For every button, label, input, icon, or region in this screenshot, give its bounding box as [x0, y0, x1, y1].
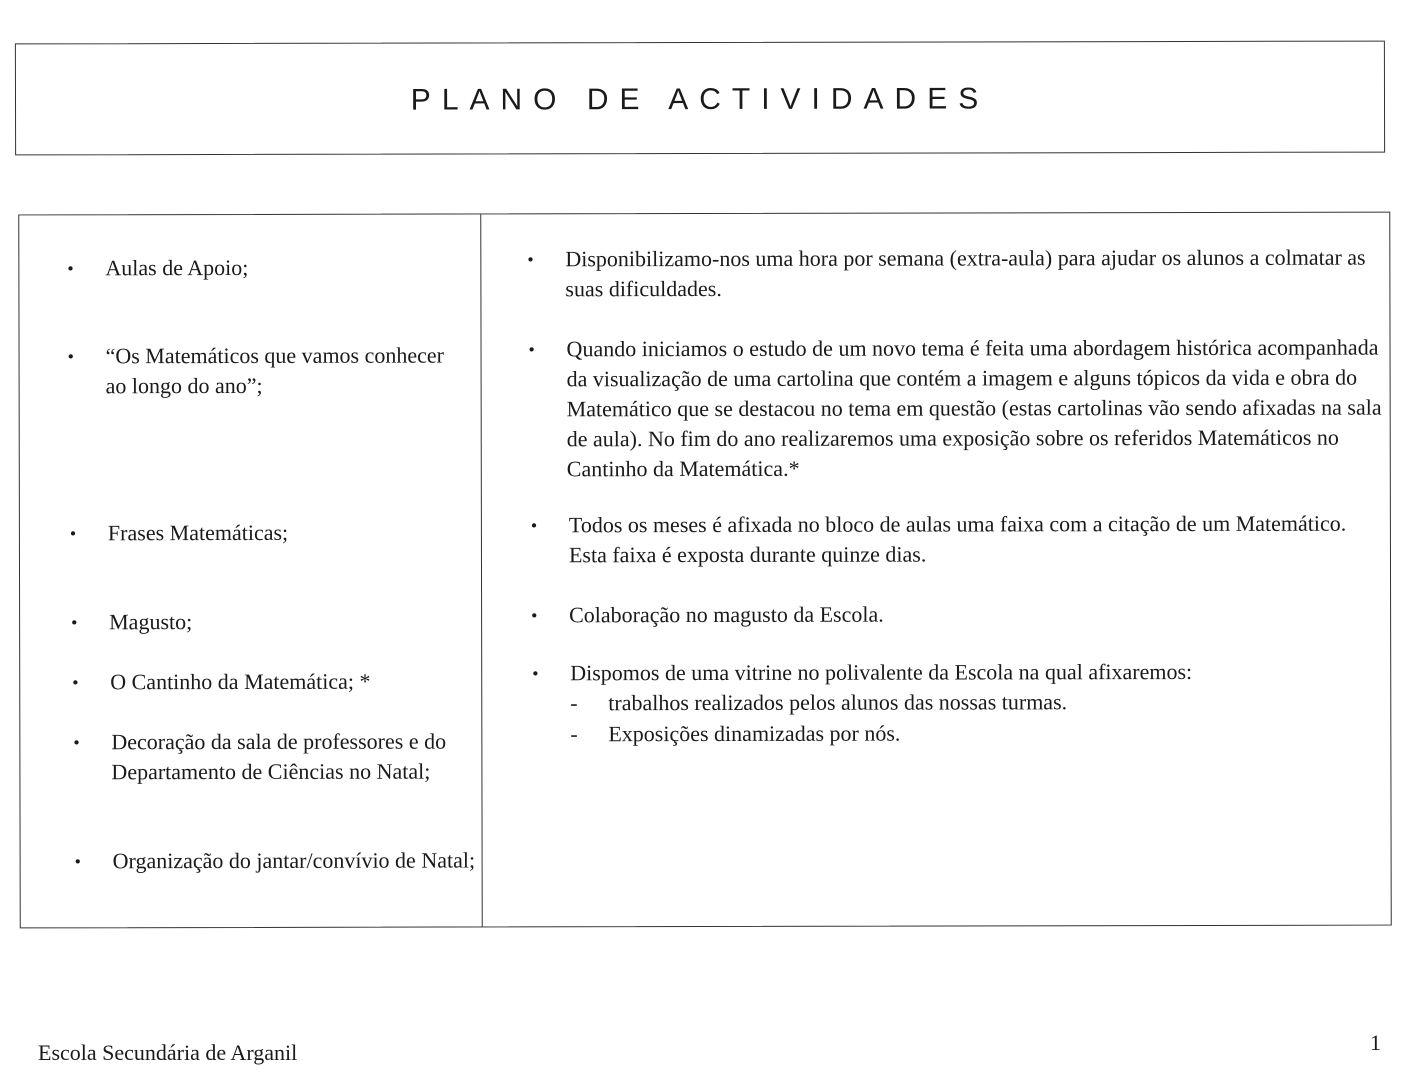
column-divider: [480, 214, 482, 926]
bullet-icon: •: [530, 515, 538, 536]
bullet-icon: •: [531, 605, 538, 626]
activity-label: Magusto;: [109, 609, 193, 635]
activity-description: Dispomos de uma vitrine no polivalente da Escola na qual afixaremos:: [570, 658, 1193, 686]
bullet-icon: •: [532, 663, 539, 684]
activity-description: Todos os meses é afixada no bloco de aulas uma faixa com a citação de um Matemático. Esta faixa é exposta durante quinze dias.: [568, 510, 1347, 568]
dash-marker: -: [570, 721, 578, 747]
footer-school-name: Escola Secundária de Arganil: [38, 1040, 298, 1065]
activity-description: Quando iniciamos o estudo de um novo tema é feita uma abordagem histórica acompanhada da visualização de uma cartolina que contém a imagem e alguns tópicos da vida e obra do Matemático que se destacou no tema em questão (estas cartolinas vão sendo afixadas na sala de aula). No fim do ano realizaremos uma exposição sobre os referidos Matemáticos no Cantinho da Matemática.*: [566, 334, 1382, 482]
activity-label: O Cantinho da Matemática; *: [110, 668, 371, 695]
activity-description: Disponibilizamo-nos uma hora por semana (extra-aula) para ajudar os alunos a colmatar as suas dificuldades.: [565, 244, 1366, 302]
title-box: [15, 41, 1385, 156]
bullet-icon: •: [528, 339, 535, 360]
vitrine-item-text: Exposições dinamizadas por nós.: [608, 720, 901, 747]
bullet-icon: •: [74, 851, 81, 872]
bullet-icon: •: [72, 672, 79, 693]
bullet-icon: •: [67, 258, 74, 279]
activity-label: Aulas de Apoio;: [105, 254, 249, 281]
activity-label: “Os Matemáticos que vamos conhecer ao longo do ano”;: [105, 342, 445, 399]
activities-table: [18, 212, 1391, 929]
activity-description: Colaboração no magusto da Escola.: [569, 601, 884, 628]
bullet-icon: •: [69, 523, 77, 544]
bullet-icon: •: [527, 249, 534, 270]
dash-marker: -: [570, 690, 578, 716]
page-title: PLANO DE ACTIVIDADES: [410, 82, 990, 117]
activity-label: Frases Matemáticas;: [107, 519, 289, 546]
bullet-icon: •: [71, 612, 78, 633]
vitrine-item-text: trabalhos realizados pelos alunos das nossas turmas.: [608, 689, 1068, 716]
bullet-icon: •: [73, 732, 80, 753]
activity-label: Organização do jantar/convívio de Natal;: [112, 847, 476, 874]
activity-label: Decoração da sala de professores e do Departamento de Ciências no Natal;: [111, 728, 447, 785]
bullet-icon: •: [67, 346, 74, 367]
page-number: 1: [1370, 1030, 1381, 1055]
